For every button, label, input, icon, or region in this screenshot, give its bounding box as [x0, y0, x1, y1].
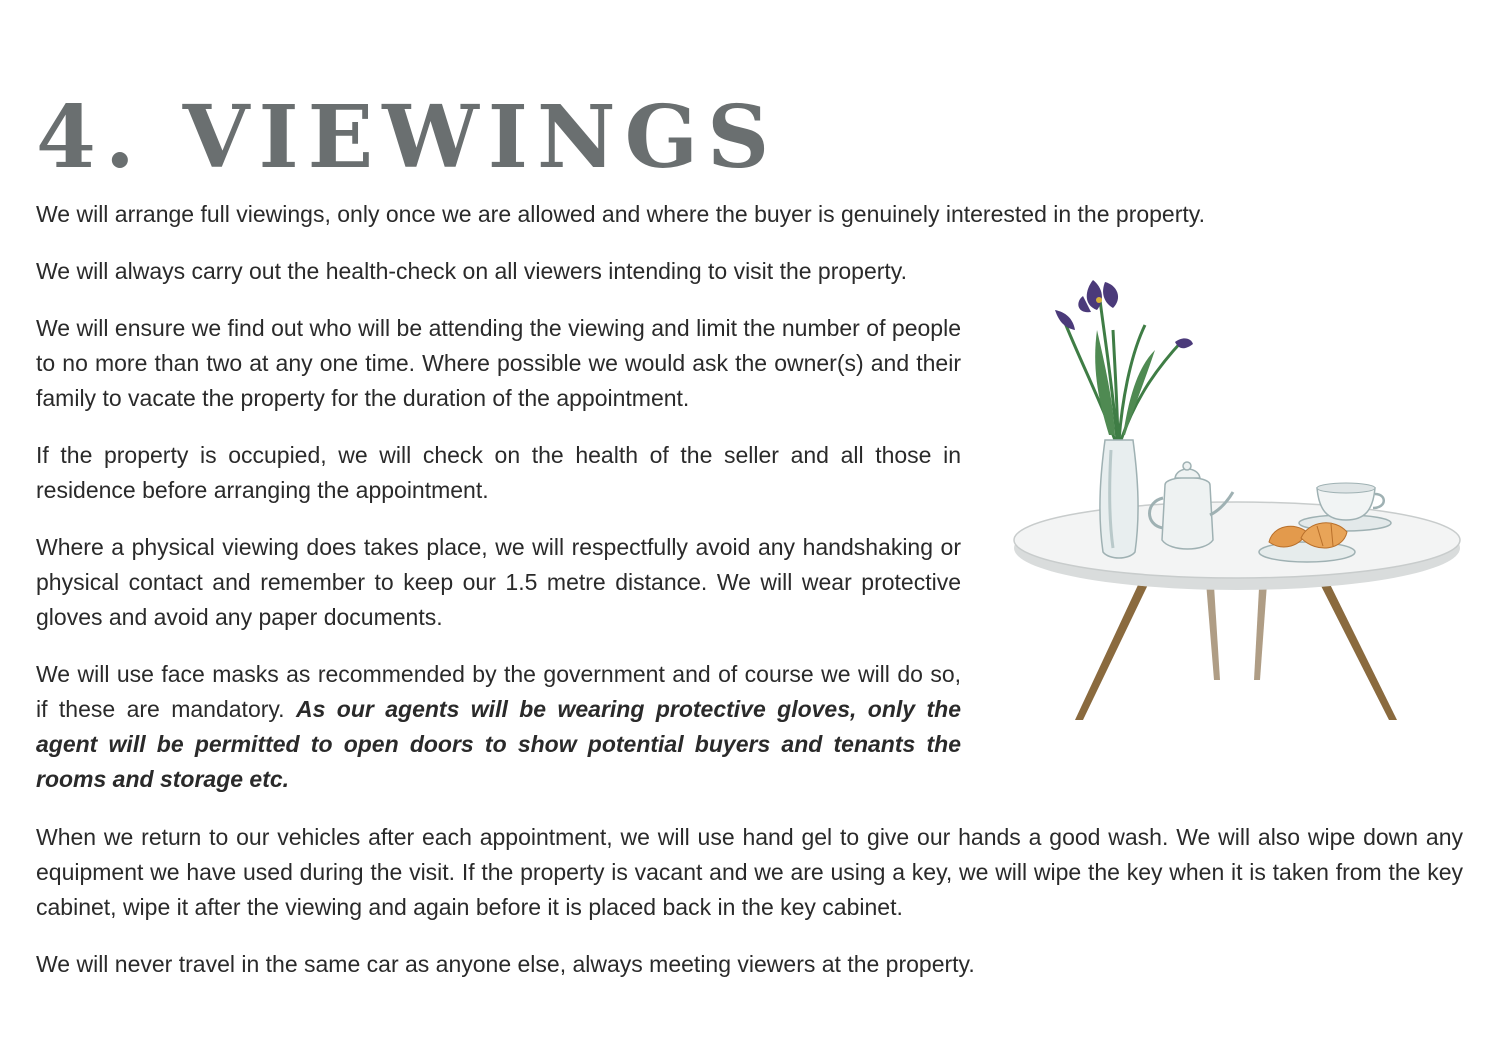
viewing-paragraph-masks	[36, 657, 961, 797]
flower-leaves-icon	[1095, 330, 1155, 435]
table-leg-icon	[1313, 570, 1397, 720]
table-leg-icon	[1075, 570, 1155, 720]
table-top-icon	[1014, 502, 1460, 578]
iris-center-icon	[1096, 297, 1102, 303]
vase-icon	[1100, 440, 1138, 558]
masks-text: We will use face masks as recommended by the government and of course we will do so, if these are mandatory.	[36, 661, 961, 722]
doors-emphasis-text: As our agents will be wearing protective gloves, only the agent will be permitted to open doors to show potential buyers and tenants the rooms and storage etc.	[36, 696, 961, 792]
viewing-paragraph-occupied: If the property is occupied, we will check on the health of the seller and all those in residence before arranging the appointment.	[36, 442, 961, 503]
page-title: 4. VIEWINGS	[36, 87, 779, 188]
viewing-paragraph-health-check: We will always carry out the health-check on all viewers intending to visit the property.	[36, 258, 907, 284]
viewing-paragraph-arrange: We will arrange full viewings, only once we are allowed and where the buyer is genuinely interested in the property.	[36, 201, 1205, 227]
viewing-paragraph-distance: Where a physical viewing does takes place, we will respectfully avoid any handshaking or physical contact and remember to keep our 1.5 metre distance. We will wear protective gloves and avoid any paper documents.	[36, 534, 961, 630]
table-illustration-icon	[1005, 270, 1470, 730]
viewing-paragraph-travel: We will never travel in the same car as anyone else, always meeting viewers at the property.	[36, 951, 975, 977]
viewing-paragraph-attendance: We will ensure we find out who will be attending the viewing and limit the number of people to no more than two at any one time. Where possible we would ask the owner(s) and their family to vacate the property for the duration of the appointment.	[36, 315, 961, 411]
iris-flower-icon	[1055, 280, 1193, 348]
flower-stems-icon	[1063, 300, 1183, 440]
viewing-paragraph-vehicles: When we return to our vehicles after each appointment, we will use hand gel to give our hands a good wash. We will also wipe down any equipment we have used during the visit. If the property is vacant and we are using a key, we will wipe the key when it is taken from the key cabinet, wipe it after the viewing and again before it is placed back in the key cabinet.	[36, 824, 1463, 920]
